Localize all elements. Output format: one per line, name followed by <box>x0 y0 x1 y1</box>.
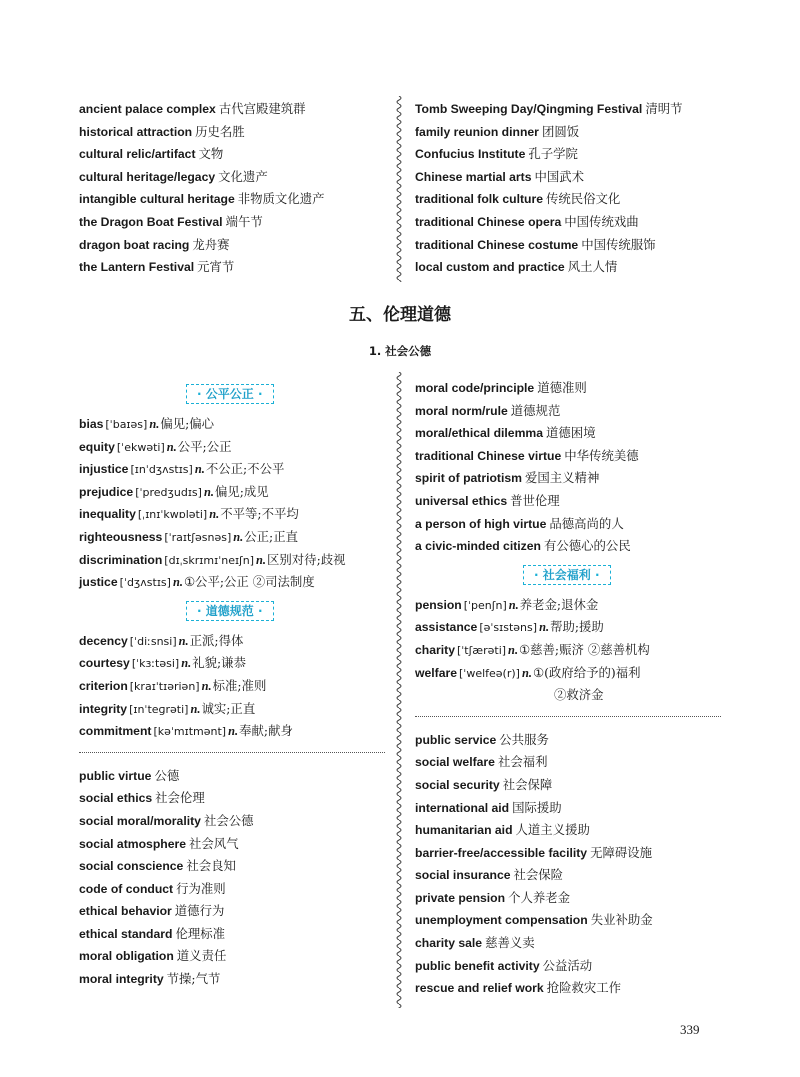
term: intangible cultural heritage <box>79 192 235 207</box>
list-item <box>415 729 735 752</box>
term: traditional Chinese opera <box>415 214 562 229</box>
term: inequality <box>79 507 136 522</box>
term: private pension <box>415 890 506 905</box>
term: social insurance <box>415 868 511 883</box>
term: ancient palace complex <box>79 102 216 116</box>
phonetic: [ˈpredʒudɪs] <box>135 485 202 499</box>
term: discrimination <box>79 552 163 567</box>
list-item <box>79 900 389 923</box>
translation: 行为准则 <box>176 880 226 896</box>
term: a person of high virtue <box>415 516 547 531</box>
list-item <box>79 211 379 234</box>
list-item <box>79 121 379 144</box>
list-item <box>415 121 735 144</box>
term: cultural heritage/legacy <box>79 169 216 184</box>
category-header <box>79 594 389 630</box>
term: justice <box>79 575 118 590</box>
part-of-speech: n. <box>149 417 160 431</box>
translation: 古代宫殿建筑群 <box>218 101 306 116</box>
list-item <box>415 774 735 797</box>
term: pension <box>415 597 462 612</box>
translation: 社会良知 <box>186 858 236 874</box>
bottom-left-column <box>79 377 389 991</box>
translation: 帮助;援助 <box>550 619 604 635</box>
translation: 有公德心的公民 <box>543 538 631 554</box>
translation: 礼貌;谦恭 <box>192 655 246 671</box>
vocab-item <box>79 458 389 481</box>
list-item <box>415 535 735 558</box>
term: moral integrity <box>79 972 164 987</box>
translation: 国际援助 <box>512 799 562 815</box>
top-right-column <box>415 98 735 279</box>
translation: 偏见;成见 <box>214 483 269 499</box>
translation: 爱国主义精神 <box>525 470 600 486</box>
translation: 品德高尚的人 <box>549 515 624 531</box>
translation: 公平;公正 <box>177 438 232 454</box>
vocab-item <box>79 413 389 436</box>
translation: 社会福利 <box>497 754 548 770</box>
term: social moral/morality <box>79 813 201 828</box>
term: commitment <box>79 724 152 739</box>
list-item <box>79 810 389 833</box>
list-item <box>415 98 735 121</box>
part-of-speech: n. <box>181 656 192 671</box>
phonetic: [kraɪˈtɪəriən] <box>129 679 200 693</box>
category-label-fairness: · 公平公正 · <box>186 384 274 404</box>
list-item <box>415 188 735 211</box>
list-item <box>415 143 735 166</box>
vocab-item <box>79 436 389 459</box>
list-item <box>79 923 389 946</box>
category-label-morals: · 道德规范 · <box>186 601 274 621</box>
list-item <box>79 878 389 901</box>
term: ethical behavior <box>79 904 172 919</box>
list-item <box>79 234 379 257</box>
term: Confucius Institute <box>415 147 526 162</box>
wavy-divider <box>394 96 404 282</box>
part-of-speech: n. <box>228 724 239 739</box>
term: bias <box>79 417 104 431</box>
term: courtesy <box>79 656 130 671</box>
part-of-speech: n. <box>233 529 244 544</box>
vocab-item <box>415 594 735 617</box>
term: moral/ethical dilemma <box>415 426 544 441</box>
translation: 社会伦理 <box>155 790 205 806</box>
translation: 中华传统美德 <box>564 447 639 463</box>
phonetic: [ˈkɜːtəsi] <box>131 657 180 671</box>
part-of-speech: n. <box>508 597 519 612</box>
term: assistance <box>415 620 478 635</box>
translation: 传统民俗文化 <box>545 191 621 207</box>
vocab-item <box>79 675 389 698</box>
list-item <box>415 490 735 513</box>
translation: 普世伦理 <box>510 492 560 508</box>
translation: 公益活动 <box>542 957 593 973</box>
part-of-speech: n. <box>209 507 220 522</box>
vocab-item <box>79 571 389 594</box>
translation: 节操;气节 <box>166 971 221 987</box>
term: criterion <box>79 678 128 693</box>
phonetic: [əˈsɪstəns] <box>479 621 538 635</box>
term: a civic-minded citizen <box>415 539 541 554</box>
list-item <box>415 166 735 189</box>
translation: 道德行为 <box>174 903 225 919</box>
category-label-welfare: · 社会福利 · <box>523 565 611 585</box>
list-item <box>415 256 735 279</box>
term: rescue and relief work <box>415 981 544 996</box>
term: family reunion dinner <box>415 124 539 139</box>
list-item <box>415 467 735 490</box>
term: social security <box>415 777 500 792</box>
vocab-item <box>415 662 735 685</box>
phonetic: [ˈbaɪəs] <box>105 418 148 431</box>
term: moral norm/rule <box>415 403 508 418</box>
section-title: 五、伦理道德 <box>349 305 451 325</box>
list-item <box>79 855 389 878</box>
term: traditional Chinese virtue <box>415 448 562 463</box>
term: traditional Chinese costume <box>415 237 579 252</box>
term: social atmosphere <box>79 836 187 851</box>
term: unemployment compensation <box>415 913 588 928</box>
phonetic: [ˌɪnɪˈkwɒləti] <box>137 508 208 522</box>
vocab-item <box>79 630 389 653</box>
category-header <box>79 377 389 413</box>
list-item <box>415 864 735 887</box>
translation: 不公正;不公平 <box>205 461 285 477</box>
translation: 中国传统戏曲 <box>564 213 639 229</box>
term: equity <box>79 439 115 454</box>
list-item <box>79 765 389 788</box>
list-item <box>79 945 389 968</box>
vocab-item <box>79 481 389 504</box>
term: integrity <box>79 701 128 716</box>
translation: 元宵节 <box>197 259 235 275</box>
vocab-item <box>415 616 735 639</box>
translation: 社会保险 <box>513 867 564 883</box>
translation: 道义责任 <box>176 948 227 964</box>
phonetic: [ˈraɪtʃəsnəs] <box>164 530 232 544</box>
part-of-speech: n. <box>256 552 267 567</box>
phonetic: [ɪnˈteɡrəti] <box>129 702 189 716</box>
category-header <box>415 558 735 594</box>
translation: 伦理标准 <box>175 925 226 941</box>
term: international aid <box>415 800 510 815</box>
phonetic: [ˈpenʃn] <box>463 598 507 612</box>
translation: 失业补助金 <box>590 912 653 928</box>
translation: 社会保障 <box>502 776 553 792</box>
list-item <box>415 377 735 400</box>
translation: 不平等;不平均 <box>220 506 299 522</box>
part-of-speech: n. <box>178 633 189 648</box>
term: welfare <box>415 665 458 680</box>
part-of-speech: n. <box>172 575 183 590</box>
term: prejudice <box>79 484 134 499</box>
vocab-item <box>79 526 389 549</box>
dotted-separator <box>79 743 389 765</box>
vocab-item <box>79 503 389 526</box>
list-item <box>415 445 735 468</box>
translation: 正派;得体 <box>189 632 244 648</box>
term: social ethics <box>79 791 153 806</box>
phonetic: [ˈtʃærəti] <box>456 643 507 657</box>
top-left-column <box>79 98 379 279</box>
part-of-speech: n. <box>539 620 550 635</box>
term: public benefit activity <box>415 958 540 973</box>
list-item <box>415 955 735 978</box>
translation: 养老金;退休金 <box>519 596 599 612</box>
translation: 偏见;偏心 <box>160 416 215 431</box>
part-of-speech: n. <box>201 678 212 693</box>
list-item <box>79 787 389 810</box>
list-item <box>415 909 735 932</box>
list-item <box>415 422 735 445</box>
term: code of conduct <box>79 881 174 896</box>
translation: 道德规范 <box>510 402 561 418</box>
list-item <box>79 98 379 121</box>
list-item <box>415 977 735 1000</box>
term: dragon boat racing <box>79 237 190 252</box>
vocab-continuation: ②救济金 <box>554 687 604 703</box>
translation: 清明节 <box>645 101 683 116</box>
term: universal ethics <box>415 493 508 508</box>
translation: 奉献;献身 <box>239 723 293 739</box>
translation: 公德 <box>154 767 180 783</box>
translation: 标准;准则 <box>212 677 267 693</box>
list-item <box>79 188 379 211</box>
part-of-speech: n. <box>521 665 532 680</box>
translation: ①公平;公正 ②司法制度 <box>183 574 315 590</box>
list-item <box>79 256 379 279</box>
term: charity sale <box>415 936 483 951</box>
translation: 非物质文化遗产 <box>237 191 325 207</box>
term: cultural relic/artifact <box>79 147 196 162</box>
list-item <box>79 143 379 166</box>
phonetic: [dɪˌskrɪmɪˈneɪʃn] <box>164 553 255 567</box>
term: Tomb Sweeping Day/Qingming Festival <box>415 102 643 116</box>
term: Chinese martial arts <box>415 169 532 184</box>
term: the Lantern Festival <box>79 260 195 275</box>
wavy-divider <box>394 372 404 1008</box>
phonetic: [kəˈmɪtmənt] <box>153 725 227 739</box>
subsection-title: 1. 社会公德 <box>368 344 432 358</box>
phonetic: [ˈdʒʌstɪs] <box>119 576 171 590</box>
translation: 区别对待;歧视 <box>267 551 346 567</box>
translation: 人道主义援助 <box>515 822 590 838</box>
term: social conscience <box>79 859 184 874</box>
translation: 中国传统服饰 <box>581 236 656 252</box>
term: social welfare <box>415 755 495 770</box>
translation: 抢险救灾工作 <box>546 980 622 996</box>
part-of-speech: n. <box>166 439 177 454</box>
part-of-speech: n. <box>203 484 214 499</box>
list-item <box>79 166 379 189</box>
term: local custom and practice <box>415 260 565 275</box>
translation: 龙舟赛 <box>192 236 230 252</box>
list-item <box>415 819 735 842</box>
list-item <box>415 234 735 257</box>
part-of-speech: n. <box>508 642 519 657</box>
translation: 社会风气 <box>189 835 239 851</box>
term: ethical standard <box>79 926 173 941</box>
list-item <box>79 833 389 856</box>
translation: 中国武术 <box>534 168 585 184</box>
translation: 端午节 <box>225 213 263 229</box>
phonetic: [ˈwelfeə(r)] <box>459 666 520 680</box>
bottom-right-column <box>415 377 735 1000</box>
phonetic: [ˈekwəti] <box>116 440 165 454</box>
phonetic: [ɪnˈdʒʌstɪs] <box>130 463 193 477</box>
term: public virtue <box>79 768 152 783</box>
translation: ①(政府给予的)福利 <box>532 664 641 680</box>
translation: 个人养老金 <box>508 889 571 905</box>
list-item <box>415 842 735 865</box>
term: decency <box>79 633 128 648</box>
term: moral code/principle <box>415 381 535 395</box>
vocab-item <box>79 652 389 675</box>
term: humanitarian aid <box>415 823 513 838</box>
page-number: 339 <box>680 1022 700 1037</box>
term: the Dragon Boat Festival <box>79 214 223 229</box>
list-item <box>415 400 735 423</box>
term: charity <box>415 642 455 657</box>
list-item <box>415 932 735 955</box>
translation: 文物 <box>198 146 224 162</box>
translation: 历史名胜 <box>195 123 245 139</box>
term: public service <box>415 732 497 747</box>
term: barrier-free/accessible facility <box>415 845 588 860</box>
translation: 文化遗产 <box>218 168 268 184</box>
term: righteousness <box>79 529 163 544</box>
translation: ①慈善;赈济 ②慈善机构 <box>519 641 650 657</box>
translation: 慈善义卖 <box>485 935 535 951</box>
list-item <box>415 513 735 536</box>
translation: 无障碍设施 <box>590 844 653 860</box>
term: spirit of patriotism <box>415 471 522 486</box>
phonetic: [ˈdiːsnsi] <box>129 634 177 648</box>
vocab-item <box>79 698 389 721</box>
translation: 道德准则 <box>537 380 587 395</box>
term: traditional folk culture <box>415 192 543 207</box>
term: moral obligation <box>79 949 174 964</box>
vocab-item <box>415 639 735 662</box>
translation: 社会公德 <box>203 812 254 828</box>
translation: 公正;正直 <box>244 528 298 544</box>
translation: 公共服务 <box>499 731 549 747</box>
translation: 团圆饭 <box>541 123 580 139</box>
dotted-separator <box>415 707 735 729</box>
translation: 诚实;正直 <box>201 700 256 716</box>
translation: 道德困境 <box>546 425 596 441</box>
list-item <box>415 887 735 910</box>
vocab-item <box>79 549 389 572</box>
part-of-speech: n. <box>194 462 205 477</box>
term: historical attraction <box>79 124 193 139</box>
list-item <box>79 968 389 991</box>
list-item <box>415 797 735 820</box>
vocab-item <box>79 720 389 743</box>
term: injustice <box>79 462 129 477</box>
translation: 孔子学院 <box>528 146 578 162</box>
list-item <box>415 751 735 774</box>
part-of-speech: n. <box>190 701 201 716</box>
translation: 风土人情 <box>567 259 618 275</box>
list-item <box>415 211 735 234</box>
